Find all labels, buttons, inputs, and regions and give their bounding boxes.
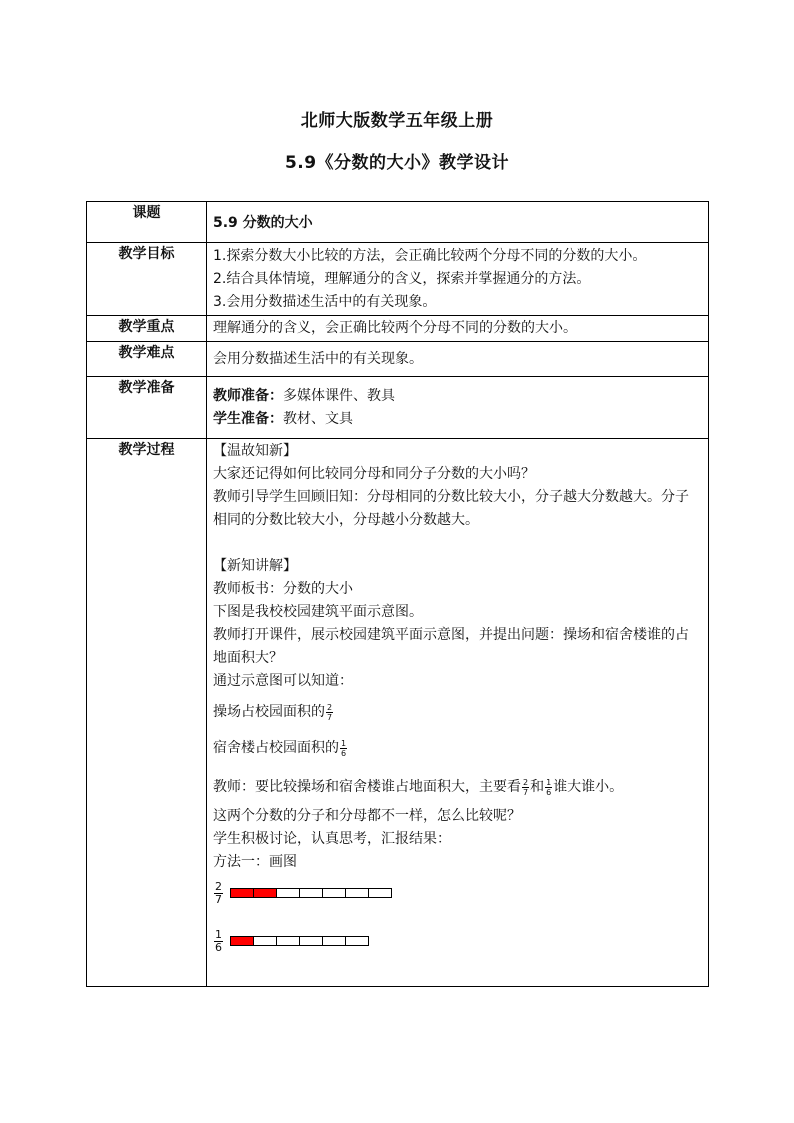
bar-cell-empty	[253, 936, 277, 946]
key-value: 理解通分的含义，会正确比较两个分母不同的分数的大小。	[213, 320, 577, 336]
fraction-two-sevenths: $\frac{2}{7}$	[327, 702, 333, 722]
topic-label: 课题	[87, 202, 207, 243]
student-prep-value: 教材、文具	[283, 410, 353, 427]
bar-fraction-label: $\frac{1}{6}$	[215, 927, 222, 954]
spacer	[213, 532, 702, 555]
goals-cell	[207, 243, 709, 316]
bar-cell-empty	[322, 936, 346, 946]
key-label: 教学重点	[87, 316, 207, 342]
plan-intro: 下图是我校校园建筑平面示意图。	[213, 604, 423, 620]
goal-item: 3.会用分数描述生活中的有关现象。	[213, 293, 437, 310]
discuss-text: 学生积极讨论，认真思考，汇报结果：	[213, 831, 451, 847]
topic-row	[87, 202, 709, 243]
teacher-prep	[213, 385, 702, 408]
bar-cell-filled	[230, 888, 254, 898]
playground-line	[213, 697, 702, 727]
process-row	[87, 439, 709, 987]
prep-cell	[207, 377, 709, 439]
student-prep-label: 学生准备：	[213, 410, 283, 427]
method-one: 方法一：画图	[213, 854, 297, 870]
topic-value-cell	[207, 202, 709, 243]
prep-label: 教学准备	[87, 377, 207, 439]
dorm-line	[213, 733, 702, 763]
bar-cell-empty	[322, 888, 346, 898]
prep-row	[87, 377, 709, 439]
lesson-plan-table	[86, 201, 709, 987]
review-heading: 【温故知新】	[213, 443, 297, 459]
goals-label: 教学目标	[87, 243, 207, 316]
bar-cell-empty	[276, 888, 300, 898]
bar-cell-empty	[276, 936, 300, 946]
bar-cell-empty	[299, 936, 323, 946]
key-cell	[207, 316, 709, 342]
bar-row-one-sixth	[213, 926, 702, 956]
board-text: 教师板书：分数的大小	[213, 581, 353, 597]
topic-value: 5.9 分数的大小	[213, 215, 313, 231]
difficult-value: 会用分数描述生活中的有关现象。	[213, 350, 423, 367]
student-prep	[213, 408, 702, 431]
bar-fraction-label: $\frac{2}{7}$	[215, 879, 222, 906]
teacher-prep-label: 教师准备：	[213, 387, 283, 404]
bar-cell-empty	[299, 888, 323, 898]
review-question: 大家还记得如何比较同分母和同分子分数的大小吗？	[213, 466, 535, 482]
teacher-compare-and: 和	[530, 779, 545, 795]
bar-cell-filled	[230, 936, 254, 946]
goal-item: 1.探索分数大小比较的方法，会正确比较两个分母不同的分数的大小。	[213, 247, 647, 264]
new-heading: 【新知讲解】	[213, 558, 297, 574]
document-subtitle: 5.9《分数的大小》教学设计	[284, 153, 510, 173]
bar-cell-filled	[253, 888, 277, 898]
playground-text: 操场占校园面积的	[213, 704, 325, 720]
difficult-label: 教学难点	[87, 342, 207, 377]
review-answer: 教师引导学生回顾旧知：分母相同的分数比较大小，分子越大分数越大。分子相同的分数比较大小，分母越小分数越大。	[213, 489, 689, 528]
fraction-two-sevenths: $\frac{2}{7}$	[523, 777, 529, 797]
difficult-row	[87, 342, 709, 377]
teacher-compare-a: 教师：要比较操场和宿舍楼谁占地面积大，主要看	[213, 779, 521, 795]
difficult-cell	[207, 342, 709, 377]
bar-cell-empty	[368, 888, 392, 898]
bar-cell-empty	[345, 888, 369, 898]
process-cell	[207, 439, 709, 987]
document-title: 北师大版数学五年级上册	[300, 111, 494, 131]
bar-cell-empty	[345, 936, 369, 946]
teacher-compare-line	[213, 772, 702, 802]
key-row	[87, 316, 709, 342]
fraction-one-sixth: $\frac{1}{6}$	[546, 777, 552, 797]
fraction-bar-two-sevenths	[230, 888, 392, 898]
difference-question: 这两个分数的分子和分母都不一样，怎么比较呢？	[213, 808, 521, 824]
fraction-one-sixth: $\frac{1}{6}$	[341, 738, 347, 758]
dorm-text: 宿舍楼占校园面积的	[213, 740, 339, 756]
process-label: 教学过程	[87, 439, 207, 987]
question-text: 教师打开课件，展示校园建筑平面示意图，并提出问题：操场和宿舍楼谁的占地面积大？	[213, 627, 689, 666]
goal-item: 2.结合具体情境，理解通分的含义，探索并掌握通分的方法。	[213, 270, 591, 287]
fraction-bar-one-sixth	[230, 936, 369, 946]
bar-row-two-sevenths	[213, 878, 702, 908]
goals-row	[87, 243, 709, 316]
teacher-prep-value: 多媒体课件、教具	[283, 387, 395, 404]
teacher-compare-b: 谁大谁小。	[553, 779, 624, 795]
via-text: 通过示意图可以知道：	[213, 673, 353, 689]
